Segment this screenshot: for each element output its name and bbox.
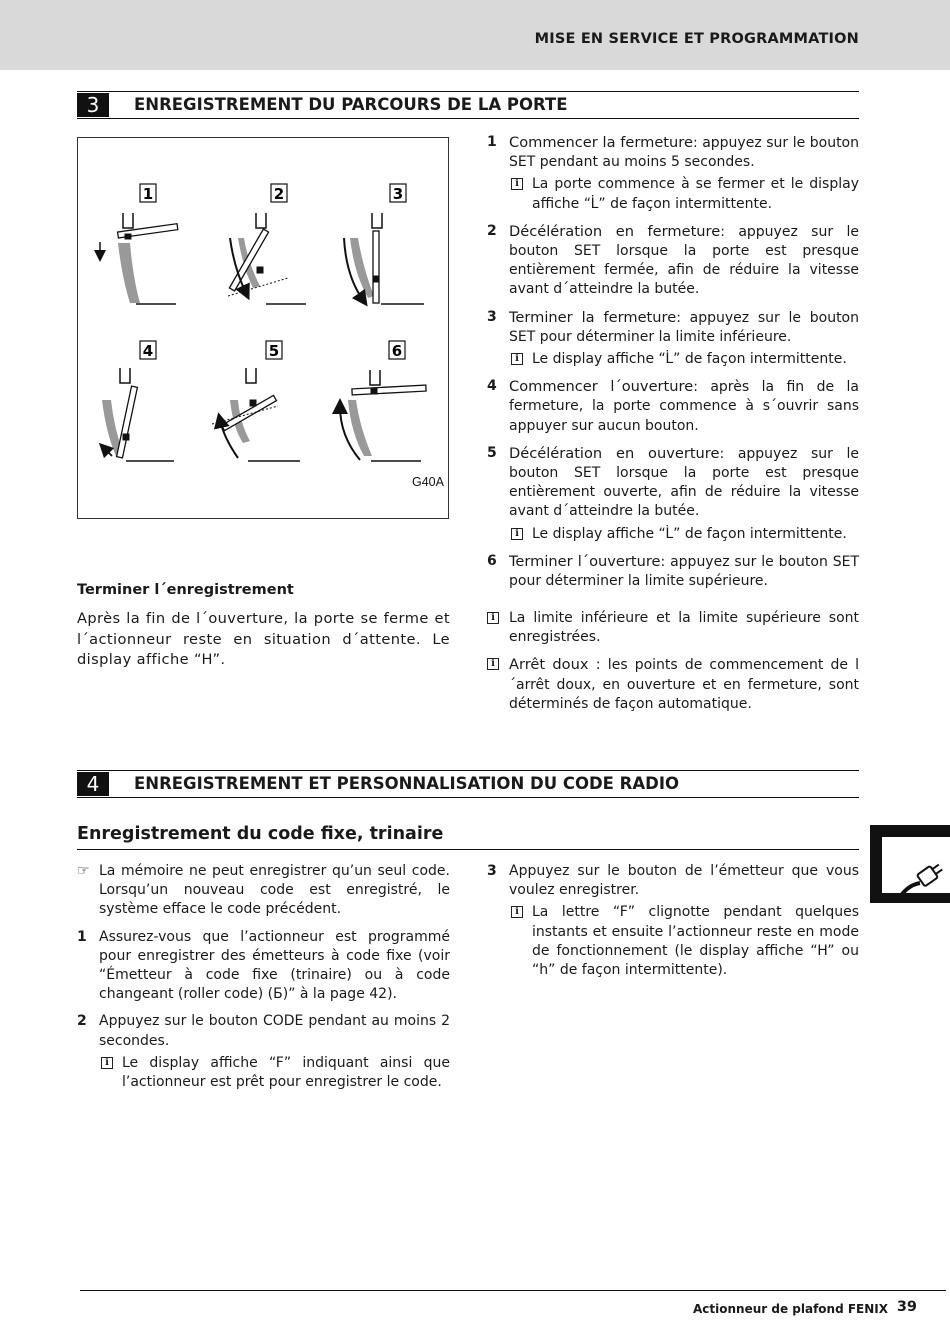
figure-label-5: 5 [268,342,280,360]
step-1-note: i La porte commence à se fermer et le display affiche “L̇” de façon intermittente. [509,175,859,213]
section-3-header [77,91,859,119]
panel-6 [340,370,426,461]
info-icon: i [511,353,523,365]
info-icon: i [101,1057,113,1069]
end-recording-text: Après la fin de l´ouverture, la porte se ferme et l´actionneur reste en situation d´attente. Le display affiche “H”. [77,610,450,669]
section-4-subtitle: Enregistrement du code fixe, trinaire [77,824,859,850]
step-5-note: i Le display affiche “L̇” de façon intermittente. [509,525,859,544]
memory-note: ☞ La mémoire ne peut enregistrer qu’un seul code. Lorsqu’un nouveau code est enregistré, le système efface le code précédent. [77,863,450,918]
step-6: 6 Terminer l´ouverture: appuyez sur le bouton SET pour déterminer la limite supérieure. [487,552,859,590]
section-4-title: ENREGISTREMENT ET PERSONNALISATION DU CODE RADIO [134,774,680,793]
step-4: 4 Commencer l´ouverture: après la fin de la fermeture, la porte commence à s´ouvrir sans appuyer sur aucun bouton. [487,378,860,434]
header-title: MISE EN SERVICE ET PROGRAMMATION [534,31,859,47]
door-travel-diagram [78,138,450,520]
code-step-2: 2 Appuyez sur le bouton CODE pendant au moins 2 secondes. i Le display affiche “F” indiquant ainsi que l’actionneur est prêt pour enregistrer le code. [77,1012,450,1092]
figure-code: G40A [412,475,444,489]
section-4-left [77,862,450,1100]
section-3-number: 3 [77,93,109,117]
page-number: 39 [896,1299,917,1315]
panel-5 [212,368,300,461]
step-5: 5 Décélération en ouverture: appuyez sur le bouton SET lorsque la porte est presque entièrement ouverte, afin de réduire la vitesse avant d´atteindre la butée. i Le display affiche “L̇” de façon intermittente. [487,444,859,544]
step-3-note: i Le display affiche “L̇” de façon intermittente. [509,350,859,369]
footer-rule [80,1290,946,1291]
code-step-3: 3 Appuyez sur le bouton de l’émetteur que vous voulez enregistrer. i La lettre “F” clignotte pendant quelques instants et ensuite l’actionneur reste en mode de fonctionnement (le display affiche “H” ou “h” de façon intermittente). [487,862,859,980]
code-step-1: 1 Assurez-vous que l’actionneur est programmé pour enregistrer des émetteurs à code fixe (voir “Émetteur à code fixe (trinaire) ou à code changeant (roller code) (Ƃ)” à la page 42). [77,928,450,1003]
info-icon: i [511,528,523,540]
code-step-2-note: i Le display affiche “F” indiquant ainsi que l’actionneur est prêt pour enregistrer le code. [99,1054,450,1092]
figure-label-4: 4 [142,342,154,360]
section-3-title: ENREGISTREMENT DU PARCOURS DE LA PORTE [134,95,568,114]
panel-3 [344,213,424,304]
section-4-header [77,770,859,798]
info-icon: i [487,612,499,624]
header-bar [0,0,950,70]
step-1: 1 Commencer la fermeture: appuyez sur le bouton SET pendant au moins 5 secondes. i La porte commence à se fermer et le display affiche “L̇” de façon intermittente. [487,133,859,214]
section-3-notes [487,609,859,714]
info-icon: i [511,906,523,918]
code-step-3-note: i La lettre “F” clignotte pendant quelques instants et ensuite l’actionneur reste en mode de fonctionnement (le display affiche “H” ou “h” de façon intermittente). [509,903,859,980]
pointing-hand-icon: ☞ [77,863,90,879]
step-3: 3 Terminer la fermeture: appuyez sur le bouton SET pour déterminer la limite inférieure. i Le display affiche “L̇” de façon intermittente. [487,308,859,370]
limits-note: i La limite inférieure et la limite supérieure sont enregistrées. [487,609,859,647]
info-icon: i [511,178,523,190]
section-3-steps [487,133,859,599]
footer-text: Actionneur de plafond FENIX [693,1302,888,1316]
figure-label-3: 3 [392,185,404,203]
panel-4 [102,368,174,461]
panel-2 [228,213,306,304]
info-icon: i [487,658,499,670]
figure-label-2: 2 [273,185,285,203]
door-travel-figure [77,137,449,519]
soft-stop-note: i Arrêt doux : les points de commencement de l´arrêt doux, en ouverture et en fermeture, sont déterminés de façon automatique. [487,655,859,714]
plug-icon [870,825,950,903]
section-4-right [487,862,859,988]
side-tab [870,825,950,903]
end-recording-title: Terminer l´enregistrement [77,582,294,598]
figure-label-1: 1 [142,185,154,203]
figure-label-6: 6 [391,342,403,360]
section-4-number: 4 [77,772,109,796]
step-2: 2 Décélération en fermeture: appuyez sur le bouton SET lorsque la porte est presque entièrement fermée, afin de réduire la vitesse avant d´atteindre la butée. [487,222,859,298]
panel-1 [100,213,178,304]
